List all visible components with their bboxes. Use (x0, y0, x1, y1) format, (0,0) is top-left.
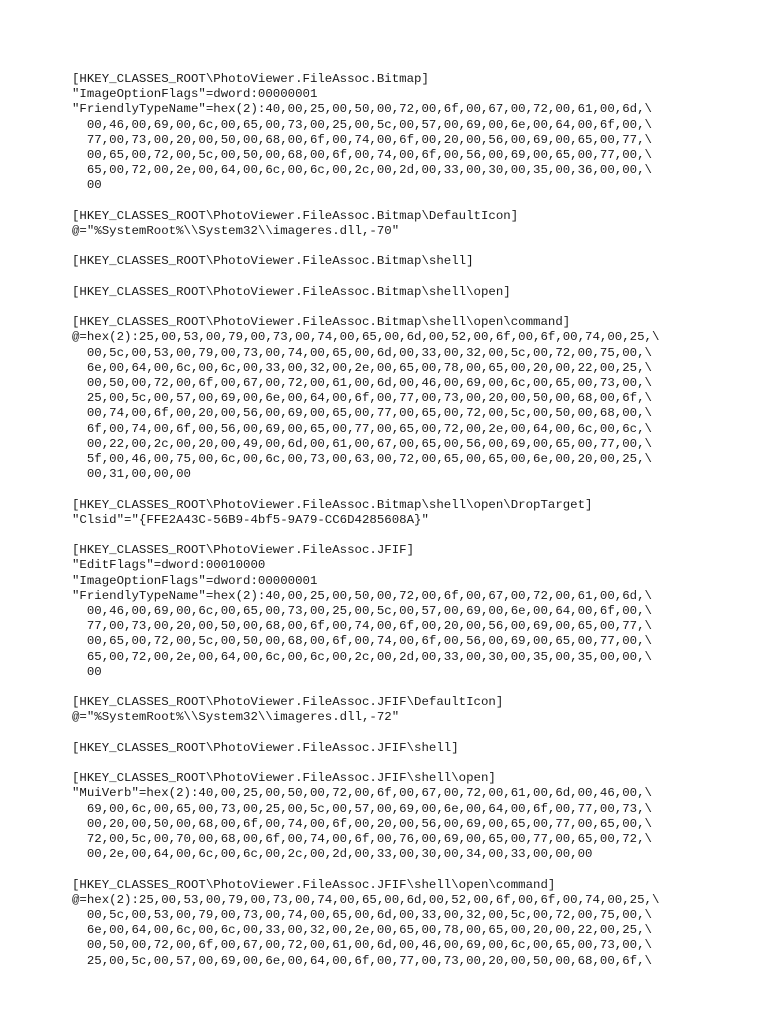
registry-key-path: [HKEY_CLASSES_ROOT\PhotoViewer.FileAssoc.JFIF] (72, 543, 415, 558)
registry-key-path: [HKEY_CLASSES_ROOT\PhotoViewer.FileAssoc.JFIF\DefaultIcon] (72, 695, 504, 710)
registry-value-line: 00 (72, 664, 102, 679)
registry-value-line: 00,5c,00,53,00,79,00,73,00,74,00,65,00,6d,00,33,00,32,00,5c,00,72,00,75,00,\ (72, 345, 652, 360)
registry-value-line: 00,5c,00,53,00,79,00,73,00,74,00,65,00,6d,00,33,00,32,00,5c,00,72,00,75,00,\ (72, 908, 652, 923)
registry-key-path: [HKEY_CLASSES_ROOT\PhotoViewer.FileAssoc.JFIF\shell\open\command] (72, 877, 556, 892)
registry-key-block (72, 254, 712, 269)
registry-value-line: @=hex(2):25,00,53,00,79,00,73,00,74,00,65,00,6d,00,52,00,6f,00,6f,00,74,00,25,\ (72, 892, 660, 907)
registry-value-line: 65,00,72,00,2e,00,64,00,6c,00,6c,00,2c,00,2d,00,33,00,30,00,35,00,36,00,00,\ (72, 163, 652, 178)
registry-value-line: 69,00,6c,00,65,00,73,00,25,00,5c,00,57,00,69,00,6e,00,64,00,6f,00,77,00,73,\ (72, 801, 652, 816)
registry-key-block (72, 771, 712, 862)
registry-value-line: @="%SystemRoot%\\System32\\imageres.dll,-70" (72, 224, 400, 239)
registry-key-path: [HKEY_CLASSES_ROOT\PhotoViewer.FileAssoc.Bitmap\shell\open\command] (72, 315, 571, 330)
registry-key-block (72, 72, 712, 194)
registry-value-line: 77,00,73,00,20,00,50,00,68,00,6f,00,74,00,6f,00,20,00,56,00,69,00,65,00,77,\ (72, 132, 652, 147)
registry-value-line: 00,65,00,72,00,5c,00,50,00,68,00,6f,00,74,00,6f,00,56,00,69,00,65,00,77,00,\ (72, 634, 652, 649)
registry-value-line: @="%SystemRoot%\\System32\\imageres.dll,-72" (72, 710, 400, 725)
registry-key-block (72, 695, 712, 725)
registry-value-line: "FriendlyTypeName"=hex(2):40,00,25,00,50,00,72,00,6f,00,67,00,72,00,61,00,6d,\ (72, 588, 652, 603)
registry-key-path: [HKEY_CLASSES_ROOT\PhotoViewer.FileAssoc.Bitmap] (72, 72, 429, 86)
registry-value-line: 00,65,00,72,00,5c,00,50,00,68,00,6f,00,74,00,6f,00,56,00,69,00,65,00,77,00,\ (72, 148, 652, 163)
registry-value-line: 6e,00,64,00,6c,00,6c,00,33,00,32,00,2e,00,65,00,78,00,65,00,20,00,22,00,25,\ (72, 923, 652, 938)
registry-key-block (72, 498, 712, 528)
registry-value-line: "ImageOptionFlags"=dword:00000001 (72, 573, 318, 588)
registry-value-line: 00,31,00,00,00 (72, 467, 191, 482)
registry-value-line: 00,46,00,69,00,6c,00,65,00,73,00,25,00,5c,00,57,00,69,00,6e,00,64,00,6f,00,\ (72, 117, 652, 132)
registry-value-line: @=hex(2):25,00,53,00,79,00,73,00,74,00,65,00,6d,00,52,00,6f,00,6f,00,74,00,25,\ (72, 330, 660, 345)
registry-value-line: 25,00,5c,00,57,00,69,00,6e,00,64,00,6f,00,77,00,73,00,20,00,50,00,68,00,6f,\ (72, 953, 652, 968)
registry-value-line: 6e,00,64,00,6c,00,6c,00,33,00,32,00,2e,00,65,00,78,00,65,00,20,00,22,00,25,\ (72, 360, 652, 375)
registry-key-block (72, 741, 712, 756)
registry-key-path: [HKEY_CLASSES_ROOT\PhotoViewer.FileAssoc.Bitmap\shell] (72, 254, 474, 269)
registry-key-block (72, 543, 712, 680)
registry-value-line: 6f,00,74,00,6f,00,56,00,69,00,65,00,77,00,65,00,72,00,2e,00,64,00,6c,00,6c,\ (72, 421, 652, 436)
registry-value-line: 77,00,73,00,20,00,50,00,68,00,6f,00,74,00,6f,00,20,00,56,00,69,00,65,00,77,\ (72, 619, 652, 634)
registry-value-line: "ImageOptionFlags"=dword:00000001 (72, 87, 318, 102)
registry-value-line: 00,50,00,72,00,6f,00,67,00,72,00,61,00,6d,00,46,00,69,00,6c,00,65,00,73,00,\ (72, 376, 652, 390)
registry-key-block (72, 878, 712, 969)
registry-value-line: 00,20,00,50,00,68,00,6f,00,74,00,6f,00,20,00,56,00,69,00,65,00,77,00,65,00,\ (72, 816, 652, 831)
registry-value-line: 5f,00,46,00,75,00,6c,00,6c,00,73,00,63,00,72,00,65,00,65,00,6e,00,20,00,25,\ (72, 452, 652, 467)
registry-value-line: 00,2e,00,64,00,6c,00,6c,00,2c,00,2d,00,33,00,30,00,34,00,33,00,00,00 (72, 847, 593, 862)
registry-value-line: 00,74,00,6f,00,20,00,56,00,69,00,65,00,77,00,65,00,72,00,5c,00,50,00,68,00,\ (72, 406, 652, 421)
registry-key-path: [HKEY_CLASSES_ROOT\PhotoViewer.FileAssoc.Bitmap\DefaultIcon] (72, 208, 519, 223)
registry-key-path: [HKEY_CLASSES_ROOT\PhotoViewer.FileAssoc.JFIF\shell\open] (72, 771, 496, 786)
registry-key-path: [HKEY_CLASSES_ROOT\PhotoViewer.FileAssoc.JFIF\shell] (72, 740, 459, 755)
registry-value-line: 25,00,5c,00,57,00,69,00,6e,00,64,00,6f,00,77,00,73,00,20,00,50,00,68,00,6f,\ (72, 391, 652, 406)
registry-value-line: 00,46,00,69,00,6c,00,65,00,73,00,25,00,5c,00,57,00,69,00,6e,00,64,00,6f,00,\ (72, 604, 652, 619)
registry-document (72, 72, 712, 984)
registry-key-path: [HKEY_CLASSES_ROOT\PhotoViewer.FileAssoc.Bitmap\shell\open\DropTarget] (72, 497, 593, 512)
registry-key-block (72, 209, 712, 239)
registry-value-line: 65,00,72,00,2e,00,64,00,6c,00,6c,00,2c,00,2d,00,33,00,30,00,35,00,35,00,00,\ (72, 649, 652, 664)
registry-value-line: "FriendlyTypeName"=hex(2):40,00,25,00,50,00,72,00,6f,00,67,00,72,00,61,00,6d,\ (72, 102, 652, 117)
registry-value-line: "EditFlags"=dword:00010000 (72, 558, 266, 573)
registry-value-line: "Clsid"="{FFE2A43C-56B9-4bf5-9A79-CC6D4285608A}" (72, 512, 429, 527)
registry-value-line: 00,22,00,2c,00,20,00,49,00,6d,00,61,00,67,00,65,00,56,00,69,00,65,00,77,00,\ (72, 436, 652, 451)
registry-value-line: "MuiVerb"=hex(2):40,00,25,00,50,00,72,00,6f,00,67,00,72,00,61,00,6d,00,46,00,\ (72, 786, 652, 801)
registry-key-path: [HKEY_CLASSES_ROOT\PhotoViewer.FileAssoc.Bitmap\shell\open] (72, 284, 511, 299)
registry-value-line: 00 (72, 178, 102, 193)
registry-key-block (72, 285, 712, 300)
registry-value-line: 00,50,00,72,00,6f,00,67,00,72,00,61,00,6d,00,46,00,69,00,6c,00,65,00,73,00,\ (72, 938, 652, 953)
registry-key-block (72, 315, 712, 482)
registry-value-line: 72,00,5c,00,70,00,68,00,6f,00,74,00,6f,00,76,00,69,00,65,00,77,00,65,00,72,\ (72, 832, 652, 847)
